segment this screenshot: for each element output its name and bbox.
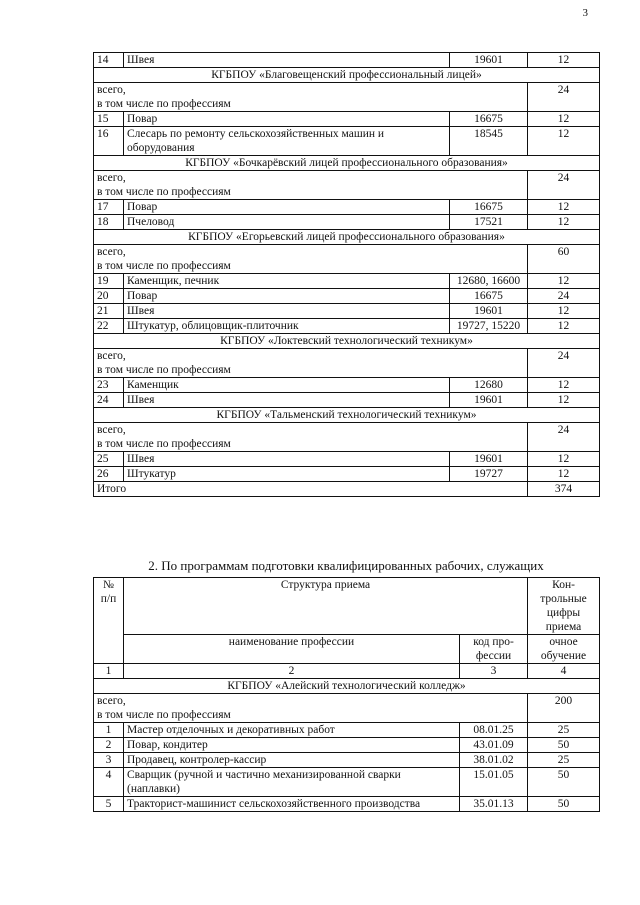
total-label: всего, xyxy=(97,246,126,258)
row-number: 2 xyxy=(94,738,124,753)
row-number: 15 xyxy=(94,112,124,127)
control-figure: 12 xyxy=(528,467,600,482)
row-number: 4 xyxy=(94,768,124,797)
profession-code: 15.01.05 xyxy=(460,768,528,797)
table-row xyxy=(94,127,600,156)
institution-header: КГБПОУ «Благовещенский профессиональный лицей» xyxy=(94,68,600,83)
control-figure: 12 xyxy=(528,274,600,289)
total-row xyxy=(94,245,600,274)
row-number: 20 xyxy=(94,289,124,304)
col-header-fulltime: очное обучение xyxy=(528,635,600,664)
institution-header: КГБПОУ «Локтевский технологический техникум» xyxy=(94,334,600,349)
grand-total-label: Итого xyxy=(94,482,528,497)
total-row xyxy=(94,349,600,378)
control-figure: 12 xyxy=(528,393,600,408)
institution-header: КГБПОУ «Бочкарёвский лицей профессионального образования» xyxy=(94,156,600,171)
profession-code: 17521 xyxy=(450,215,528,230)
table-row xyxy=(94,452,600,467)
total-row xyxy=(94,423,600,452)
profession-code: 16675 xyxy=(450,200,528,215)
profession-name: Швея xyxy=(124,452,450,467)
table-row xyxy=(94,738,600,753)
table-row xyxy=(94,393,600,408)
control-figure: 12 xyxy=(528,378,600,393)
col-header-control: Кон-трольные цифры приема xyxy=(528,578,600,635)
profession-name: Повар xyxy=(124,289,450,304)
profession-code: 19601 xyxy=(450,452,528,467)
profession-name: Тракторист-машинист сельскохозяйственного производства xyxy=(124,797,460,812)
column-numbers-row xyxy=(94,664,600,679)
control-figure: 25 xyxy=(528,723,600,738)
row-number: 26 xyxy=(94,467,124,482)
profession-code: 38.01.02 xyxy=(460,753,528,768)
control-figure: 12 xyxy=(528,112,600,127)
profession-code: 19727 xyxy=(450,467,528,482)
profession-code: 19601 xyxy=(450,304,528,319)
profession-code: 35.01.13 xyxy=(460,797,528,812)
profession-name: Сварщик (ручной и частично механизированной сварки (наплавки) xyxy=(124,768,460,797)
col-header-code: код про-фессии xyxy=(460,635,528,664)
row-number: 5 xyxy=(94,797,124,812)
control-figure: 50 xyxy=(528,738,600,753)
row-number: 14 xyxy=(94,53,124,68)
profession-name: Швея xyxy=(124,304,450,319)
table-row xyxy=(94,215,600,230)
profession-code: 19601 xyxy=(450,393,528,408)
profession-code: 18545 xyxy=(450,127,528,156)
grand-total-row xyxy=(94,482,600,497)
profession-code: 12680, 16600 xyxy=(450,274,528,289)
profession-name: Слесарь по ремонту сельскохозяйственных машин и оборудования xyxy=(124,127,450,156)
institution-header: КГБПОУ «Алейский технологический колледж» xyxy=(94,679,600,694)
incl-label: в том числе по профессиям xyxy=(97,364,231,376)
institution-header: КГБПОУ «Егорьевский лицей профессионального образования» xyxy=(94,230,600,245)
profession-name: Повар xyxy=(124,200,450,215)
incl-label: в том числе по профессиям xyxy=(97,186,231,198)
row-number: 17 xyxy=(94,200,124,215)
profession-name: Штукатур, облицовщик-плиточник xyxy=(124,319,450,334)
profession-code: 08.01.25 xyxy=(460,723,528,738)
profession-code: 16675 xyxy=(450,289,528,304)
table-row xyxy=(94,289,600,304)
col-number: 1 xyxy=(94,664,124,679)
admission-table-workers xyxy=(93,577,600,812)
row-number: 16 xyxy=(94,127,124,156)
control-figure: 12 xyxy=(528,127,600,156)
profession-name: Каменщик xyxy=(124,378,450,393)
profession-code: 16675 xyxy=(450,112,528,127)
total-row xyxy=(94,171,600,200)
total-value: 24 xyxy=(528,349,600,378)
profession-name: Пчеловод xyxy=(124,215,450,230)
control-figure: 12 xyxy=(528,304,600,319)
profession-code: 19727, 15220 xyxy=(450,319,528,334)
row-number: 18 xyxy=(94,215,124,230)
incl-label: в том числе по профессиям xyxy=(97,260,231,272)
profession-name: Швея xyxy=(124,393,450,408)
table-header-row xyxy=(94,635,600,664)
col-header-number: № п/п xyxy=(94,578,124,664)
total-value: 24 xyxy=(528,83,600,112)
profession-code: 12680 xyxy=(450,378,528,393)
row-number: 19 xyxy=(94,274,124,289)
control-figure: 50 xyxy=(528,797,600,812)
control-figure: 12 xyxy=(528,452,600,467)
table-row xyxy=(94,200,600,215)
total-value: 200 xyxy=(528,694,600,723)
total-value: 24 xyxy=(528,171,600,200)
row-number: 21 xyxy=(94,304,124,319)
row-number: 3 xyxy=(94,753,124,768)
total-row xyxy=(94,83,600,112)
table-row xyxy=(94,753,600,768)
table-row xyxy=(94,378,600,393)
profession-name: Повар xyxy=(124,112,450,127)
total-value: 60 xyxy=(528,245,600,274)
admission-table-continued xyxy=(93,52,600,497)
col-header-name: наименование профессии xyxy=(124,635,460,664)
row-number: 24 xyxy=(94,393,124,408)
table-row xyxy=(94,112,600,127)
control-figure: 12 xyxy=(528,53,600,68)
table-header-row xyxy=(94,578,600,635)
total-label: всего, xyxy=(97,695,126,707)
total-label: всего, xyxy=(97,424,126,436)
incl-label: в том числе по профессиям xyxy=(97,438,231,450)
control-figure: 12 xyxy=(528,319,600,334)
incl-label: в том числе по профессиям xyxy=(97,98,231,110)
total-row xyxy=(94,694,600,723)
control-figure: 50 xyxy=(528,768,600,797)
table-row xyxy=(94,53,600,68)
page-number: 3 xyxy=(582,7,588,19)
total-label: всего, xyxy=(97,172,126,184)
table-row xyxy=(94,797,600,812)
total-label: всего, xyxy=(97,350,126,362)
row-number: 23 xyxy=(94,378,124,393)
col-number: 4 xyxy=(528,664,600,679)
col-header-structure: Структура приема xyxy=(124,578,528,635)
table-row xyxy=(94,304,600,319)
profession-name: Штукатур xyxy=(124,467,450,482)
table-row xyxy=(94,768,600,797)
profession-name: Мастер отделочных и декоративных работ xyxy=(124,723,460,738)
control-figure: 12 xyxy=(528,215,600,230)
row-number: 1 xyxy=(94,723,124,738)
row-number: 25 xyxy=(94,452,124,467)
profession-name: Швея xyxy=(124,53,450,68)
profession-code: 43.01.09 xyxy=(460,738,528,753)
grand-total-value: 374 xyxy=(528,482,600,497)
profession-name: Продавец, контролер-кассир xyxy=(124,753,460,768)
section-heading: 2. По программам подготовки квалифицированных рабочих, служащих xyxy=(148,558,544,573)
table-row xyxy=(94,319,600,334)
profession-name: Каменщик, печник xyxy=(124,274,450,289)
profession-code: 19601 xyxy=(450,53,528,68)
total-label: всего, xyxy=(97,84,126,96)
table-row xyxy=(94,274,600,289)
row-number: 22 xyxy=(94,319,124,334)
col-number: 3 xyxy=(460,664,528,679)
incl-label: в том числе по профессиям xyxy=(97,709,231,721)
control-figure: 12 xyxy=(528,200,600,215)
profession-name: Повар, кондитер xyxy=(124,738,460,753)
control-figure: 24 xyxy=(528,289,600,304)
table-row xyxy=(94,723,600,738)
total-value: 24 xyxy=(528,423,600,452)
institution-header: КГБПОУ «Тальменский технологический техникум» xyxy=(94,408,600,423)
control-figure: 25 xyxy=(528,753,600,768)
col-number: 2 xyxy=(124,664,460,679)
table-row xyxy=(94,467,600,482)
